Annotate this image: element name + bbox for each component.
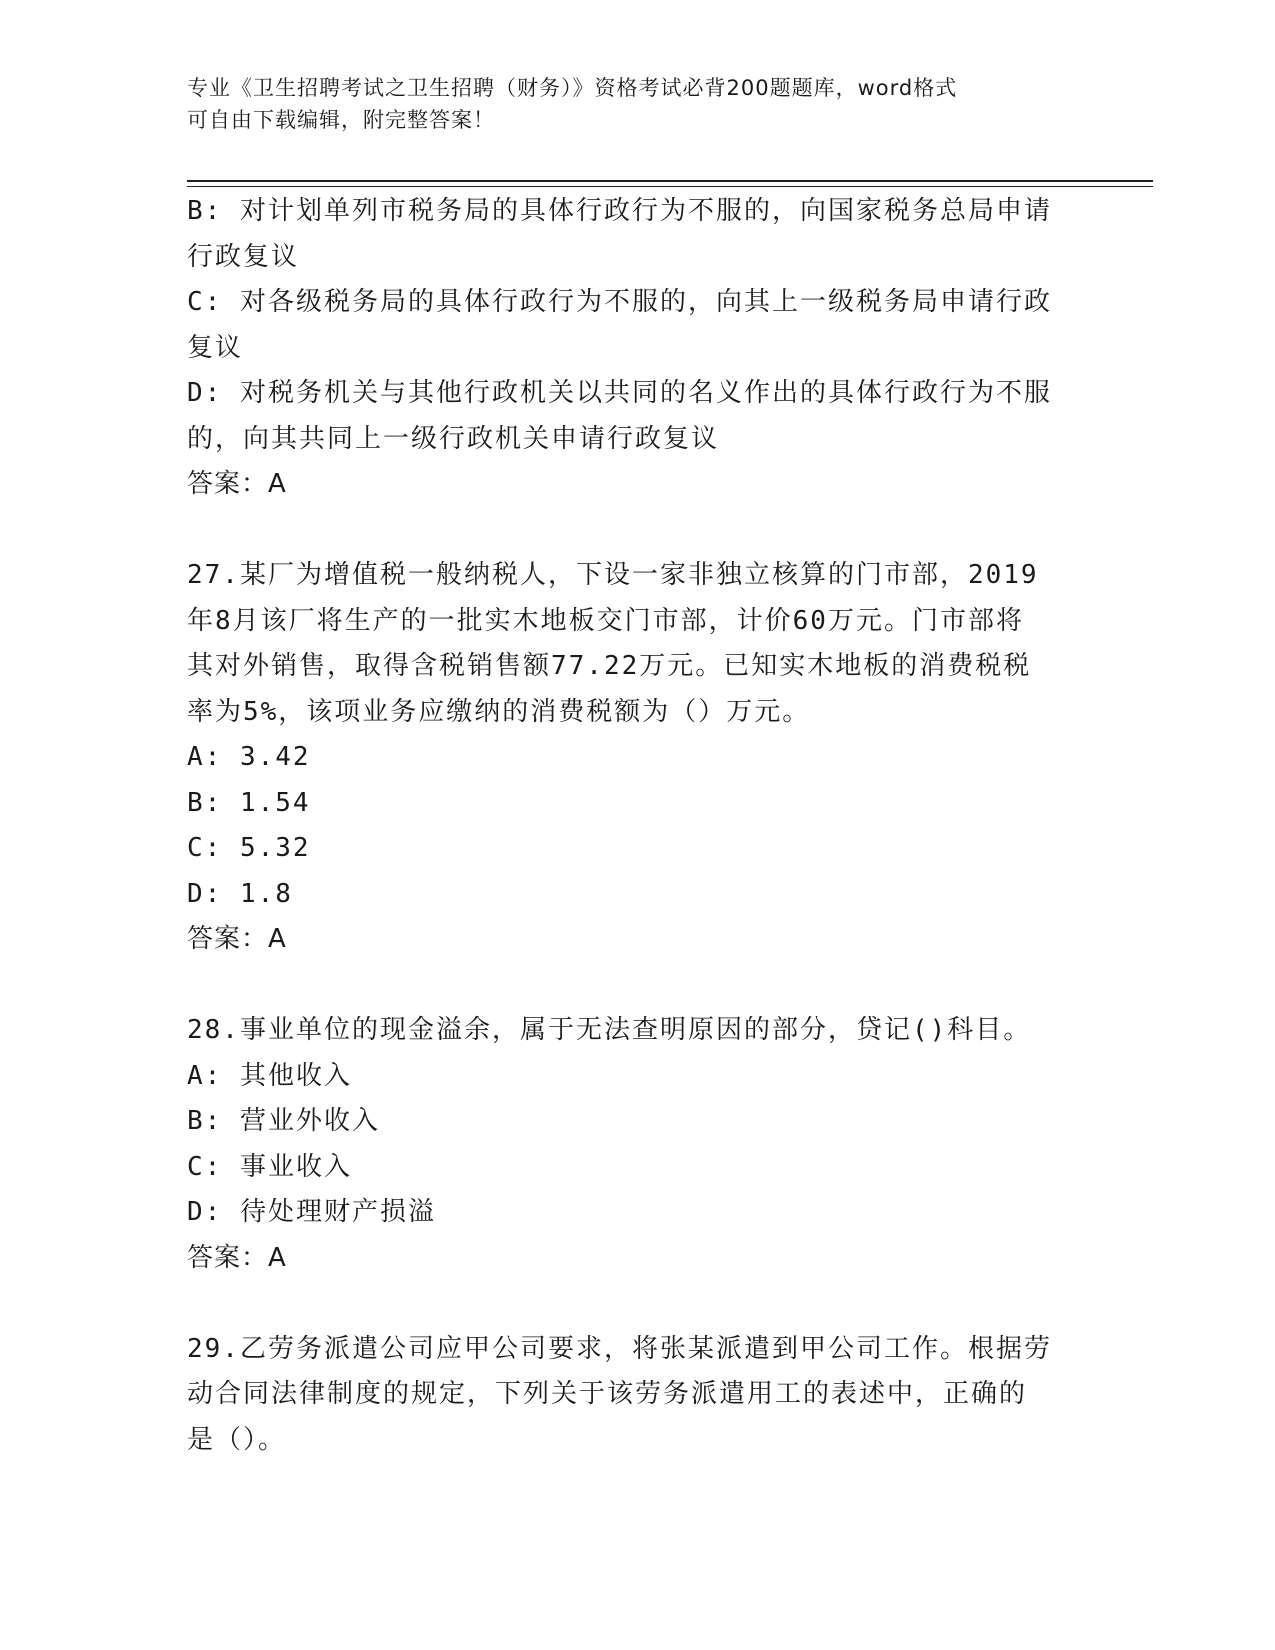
- question-27: [187, 553, 1087, 963]
- question-27-stem-line-1: 27.某厂为增值税一般纳税人，下设一家非独立核算的门市部，2019: [187, 560, 1039, 590]
- document-header: [187, 72, 1087, 136]
- question-27-stem-line-2: 年8月该厂将生产的一批实木地板交门市部，计价60万元。门市部将: [187, 605, 1024, 636]
- header-title-line-2: 可自由下载编辑，附完整答案！: [187, 108, 495, 132]
- question-29-stem-line-1: 29.乙劳务派遣公司应甲公司要求，将张某派遣到甲公司工作。根据劳: [187, 1333, 1052, 1364]
- option-d-line-1: D: 对税务机关与其他行政机关以共同的名义作出的具体行政行为不服: [187, 378, 1052, 408]
- question-28-option-d: D: 待处理财产损溢: [187, 1197, 436, 1227]
- question-28-option-b: B: 营业外收入: [187, 1106, 380, 1136]
- question-27-option-c: C: 5.32: [187, 833, 311, 863]
- option-c-line-2: 复议: [187, 332, 244, 363]
- question-27-option-d: D: 1.8: [187, 878, 293, 909]
- question-28-option-a: A: 其他收入: [187, 1060, 352, 1091]
- option-c-line-1: C: 对各级税务局的具体行政行为不服的，向其上一级税务局申请行政: [187, 287, 1052, 317]
- header-divider-thick: [187, 180, 1153, 182]
- header-title-line-1: 专业《卫生招聘考试之卫生招聘（财务）》资格考试必背200题题库，word格式: [187, 76, 958, 100]
- answer-28: 答案：A: [187, 1242, 287, 1273]
- option-b-line-2: 行政复议: [187, 241, 300, 272]
- option-d-line-2: 的，向其共同上一级行政机关申请行政复议: [187, 423, 720, 454]
- answer-26: 答案：A: [187, 469, 287, 499]
- question-26-options: [187, 189, 1087, 508]
- question-29-stem-line-2: 动合同法律制度的规定，下列关于该劳务派遣用工的表述中，正确的: [187, 1379, 1028, 1409]
- question-29: [187, 1327, 1087, 1464]
- question-27-stem-line-4: 率为5%，该项业务应缴纳的消费税额为（）万元。: [187, 696, 811, 727]
- question-28-option-c: C: 事业收入: [187, 1151, 352, 1182]
- question-27-option-a: A: 3.42: [187, 742, 311, 772]
- question-27-stem-line-3: 其对外销售，取得含税销售额77.22万元。已知实木地板的消费税税: [187, 651, 1032, 681]
- document-body: [187, 189, 1087, 1463]
- question-29-stem-line-3: 是（）。: [187, 1424, 287, 1455]
- question-28-stem-line-1: 28.事业单位的现金溢余，属于无法查明原因的部分，贷记()科目。: [187, 1015, 1032, 1045]
- answer-27: 答案：A: [187, 924, 287, 954]
- question-28: [187, 1008, 1087, 1281]
- question-27-option-b: B: 1.54: [187, 787, 311, 818]
- header-divider-thin: [187, 186, 1153, 187]
- option-b-line-1: B: 对计划单列市税务局的具体行政行为不服的，向国家税务总局申请: [187, 196, 1052, 226]
